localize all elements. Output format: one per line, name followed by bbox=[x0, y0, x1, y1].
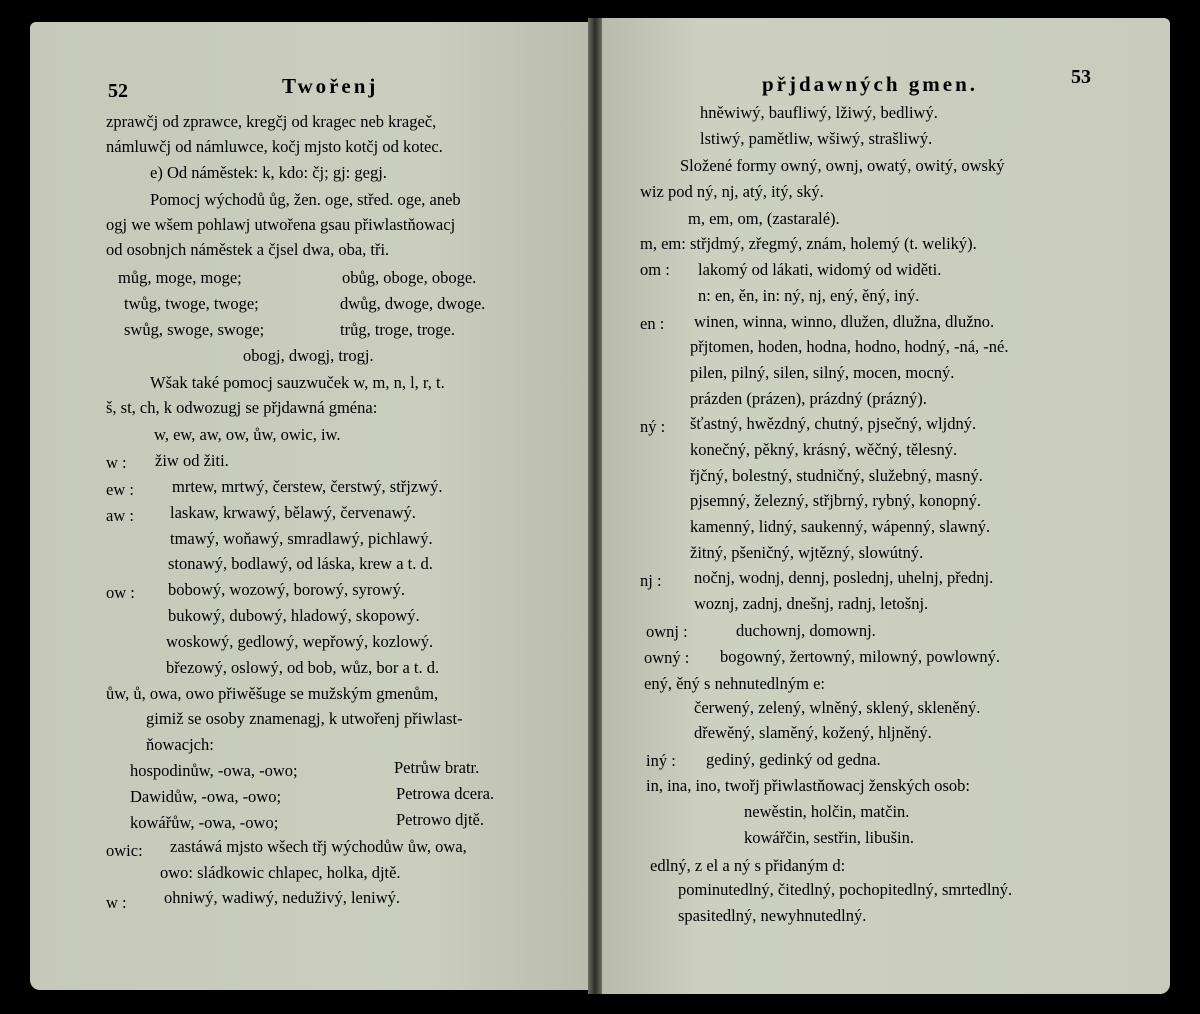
text-line: e) Od náměstek: k, kdo: čj; gj: gegj. bbox=[150, 163, 387, 182]
text-line: hněwiwý, baufliwý, lžiwý, bedliwý. bbox=[700, 103, 938, 122]
text-line: owo: sládkowic chlapec, holka, djtě. bbox=[160, 863, 401, 882]
text-line: Wšak také pomocj sauzwuček w, m, n, l, r, t. bbox=[150, 373, 445, 392]
text-line: newěstin, holčin, matčin. bbox=[744, 802, 910, 821]
text-line: om : bbox=[640, 260, 670, 279]
text-line: bogowný, žertowný, milowný, powlowný. bbox=[720, 647, 1001, 666]
text-line: owný : bbox=[644, 648, 690, 667]
text-line: bukowý, dubowý, hladowý, skopowý. bbox=[168, 606, 420, 625]
text-line: en : bbox=[640, 314, 665, 333]
text-line: wiz pod ný, nj, atý, itý, ský. bbox=[640, 182, 824, 201]
right-running-head: přjdawných gmen. bbox=[762, 72, 979, 96]
text-line: spasitedlný, newyhnutedlný. bbox=[678, 906, 867, 925]
right-page-number: 53 bbox=[1071, 66, 1091, 88]
text-line: ňowacjch: bbox=[146, 735, 214, 754]
text-line: w : bbox=[106, 453, 127, 472]
text-line: n: en, ěn, in: ný, nj, ený, ěný, iný. bbox=[698, 286, 920, 305]
text-line: můg, moge, moge; bbox=[118, 268, 242, 287]
text-line: pjsemný, železný, střjbrný, rybný, konopný. bbox=[690, 491, 981, 510]
text-line: w, ew, aw, ow, ůw, owic, iw. bbox=[154, 425, 341, 444]
text-line: žitný, pšeničný, wjtězný, slowútný. bbox=[690, 543, 924, 562]
text-line: Petrůw bratr. bbox=[394, 758, 480, 777]
text-line: š, st, ch, k odwozugj se přjdawná gména: bbox=[106, 398, 378, 417]
text-line: Petrowa dcera. bbox=[396, 784, 495, 803]
text-line: obůg, oboge, oboge. bbox=[342, 268, 477, 287]
text-line: in, ina, ino, twořj přiwlastňowacj ženských osob: bbox=[646, 776, 970, 795]
text-line: winen, winna, winno, dlužen, dlužna, dlužno. bbox=[694, 312, 995, 331]
text-line: konečný, pěkný, krásný, wěčný, tělesný. bbox=[690, 440, 958, 459]
text-line: od osobnjch náměstek a čjsel dwa, oba, tři. bbox=[106, 240, 390, 259]
text-line: dřewěný, slaměný, kožený, hljněný. bbox=[694, 723, 932, 742]
text-line: ný : bbox=[640, 417, 666, 436]
text-line: ownj : bbox=[646, 622, 688, 641]
text-line: žiw od žiti. bbox=[155, 451, 229, 470]
text-line: aw : bbox=[106, 506, 134, 525]
text-line: gimiž se osoby znamenagj, k utwořenj přiwlast- bbox=[146, 709, 463, 728]
text-line: mrtew, mrtwý, čerstew, čerstwý, střjzwý. bbox=[172, 477, 443, 496]
text-line: trůg, troge, troge. bbox=[340, 320, 456, 339]
text-line: ený, ěný s nehnutedlným e: bbox=[644, 674, 826, 693]
text-line: twůg, twoge, twoge; bbox=[124, 294, 259, 313]
text-line: obogj, dwogj, trogj. bbox=[243, 346, 374, 365]
text-line: dwůg, dwoge, dwoge. bbox=[340, 294, 486, 313]
text-line: m, em: střjdmý, zřegmý, znám, holemý (t. weliký). bbox=[640, 234, 977, 253]
text-line: ůw, ů, owa, owo přiwěšuge se mužským gmenům, bbox=[106, 684, 439, 703]
text-line: edlný, z el a ný s přidaným d: bbox=[650, 856, 846, 875]
text-line: lstiwý, pamětliw, wšiwý, strašliwý. bbox=[700, 129, 933, 148]
text-line: owic: bbox=[106, 841, 143, 860]
text-line: kowářčin, sestřin, libušin. bbox=[744, 828, 915, 847]
text-line: nj : bbox=[640, 571, 662, 590]
text-line: Pomocj wýchodů ůg, žen. oge, střed. oge, aneb bbox=[150, 190, 461, 209]
book-gutter bbox=[588, 18, 602, 994]
text-line: nočnj, wodnj, dennj, poslednj, uhelnj, přednj. bbox=[694, 568, 994, 587]
left-page-number: 52 bbox=[108, 80, 128, 102]
text-line: iný : bbox=[646, 751, 676, 770]
text-line: ohniwý, wadiwý, neduživý, leniwý. bbox=[164, 888, 401, 907]
text-line: pominutedlný, čitedlný, pochopitedlný, smrtedlný. bbox=[678, 880, 1013, 899]
text-line: Dawidůw, -owa, -owo; bbox=[130, 787, 282, 806]
text-line: námluwčj od námluwce, kočj mjsto kotčj od kotec. bbox=[106, 137, 443, 156]
text-line: Petrowo djtě. bbox=[396, 810, 484, 829]
text-line: m, em, om, (zastaralé). bbox=[688, 209, 840, 228]
text-line: hospodinůw, -owa, -owo; bbox=[130, 761, 298, 780]
text-line: bobowý, wozowý, borowý, syrowý. bbox=[168, 580, 405, 599]
text-line: woskowý, gedlowý, wepřowý, kozlowý. bbox=[166, 632, 434, 651]
text-line: duchownj, domownj. bbox=[736, 621, 876, 640]
text-line: ogj we wšem pohlawj utwořena gsau přiwlastňowacj bbox=[106, 215, 456, 234]
text-line: w : bbox=[106, 893, 127, 912]
text-line: Složené formy owný, ownj, owatý, owitý, owský bbox=[680, 156, 1005, 175]
text-line: woznj, zadnj, dnešnj, radnj, letošnj. bbox=[694, 594, 929, 613]
text-line: březowý, oslowý, od bob, wůz, bor a t. d. bbox=[166, 658, 440, 677]
text-line: swůg, swoge, swoge; bbox=[124, 320, 265, 339]
text-line: stonawý, bodlawý, od láska, krew a t. d. bbox=[168, 554, 433, 573]
text-line: ew : bbox=[106, 480, 134, 499]
text-line: čerwený, zelený, wlněný, sklený, skleněný. bbox=[694, 698, 981, 717]
text-line: kamenný, lidný, saukenný, wápenný, slawný. bbox=[690, 517, 991, 536]
text-line: přjtomen, hoden, hodna, hodno, hodný, -ná, -né. bbox=[690, 337, 1009, 356]
text-line: tmawý, woňawý, smradlawý, pichlawý. bbox=[170, 529, 433, 548]
left-running-head: Twořenj bbox=[282, 74, 379, 98]
text-line: zprawčj od zprawce, kregčj od kragec neb krageč, bbox=[106, 112, 437, 131]
text-line: kowářůw, -owa, -owo; bbox=[130, 813, 279, 832]
text-line: prázden (prázen), prázdný (prázný). bbox=[690, 389, 927, 408]
text-line: řjčný, bolestný, studničný, služebný, masný. bbox=[690, 466, 983, 485]
text-line: gediný, gedinký od gedna. bbox=[706, 750, 881, 769]
text-line: ow : bbox=[106, 583, 135, 602]
text-line: šťastný, hwězdný, chutný, pjsečný, wljdný. bbox=[690, 414, 977, 433]
text-line: zastáwá mjsto wšech třj wýchodůw ůw, owa, bbox=[170, 837, 467, 856]
text-line: pilen, pilný, silen, silný, mocen, mocný. bbox=[690, 363, 955, 382]
text-line: laskaw, krwawý, bělawý, červenawý. bbox=[170, 503, 416, 522]
text-line: lakomý od lákati, widomý od widěti. bbox=[698, 260, 942, 279]
